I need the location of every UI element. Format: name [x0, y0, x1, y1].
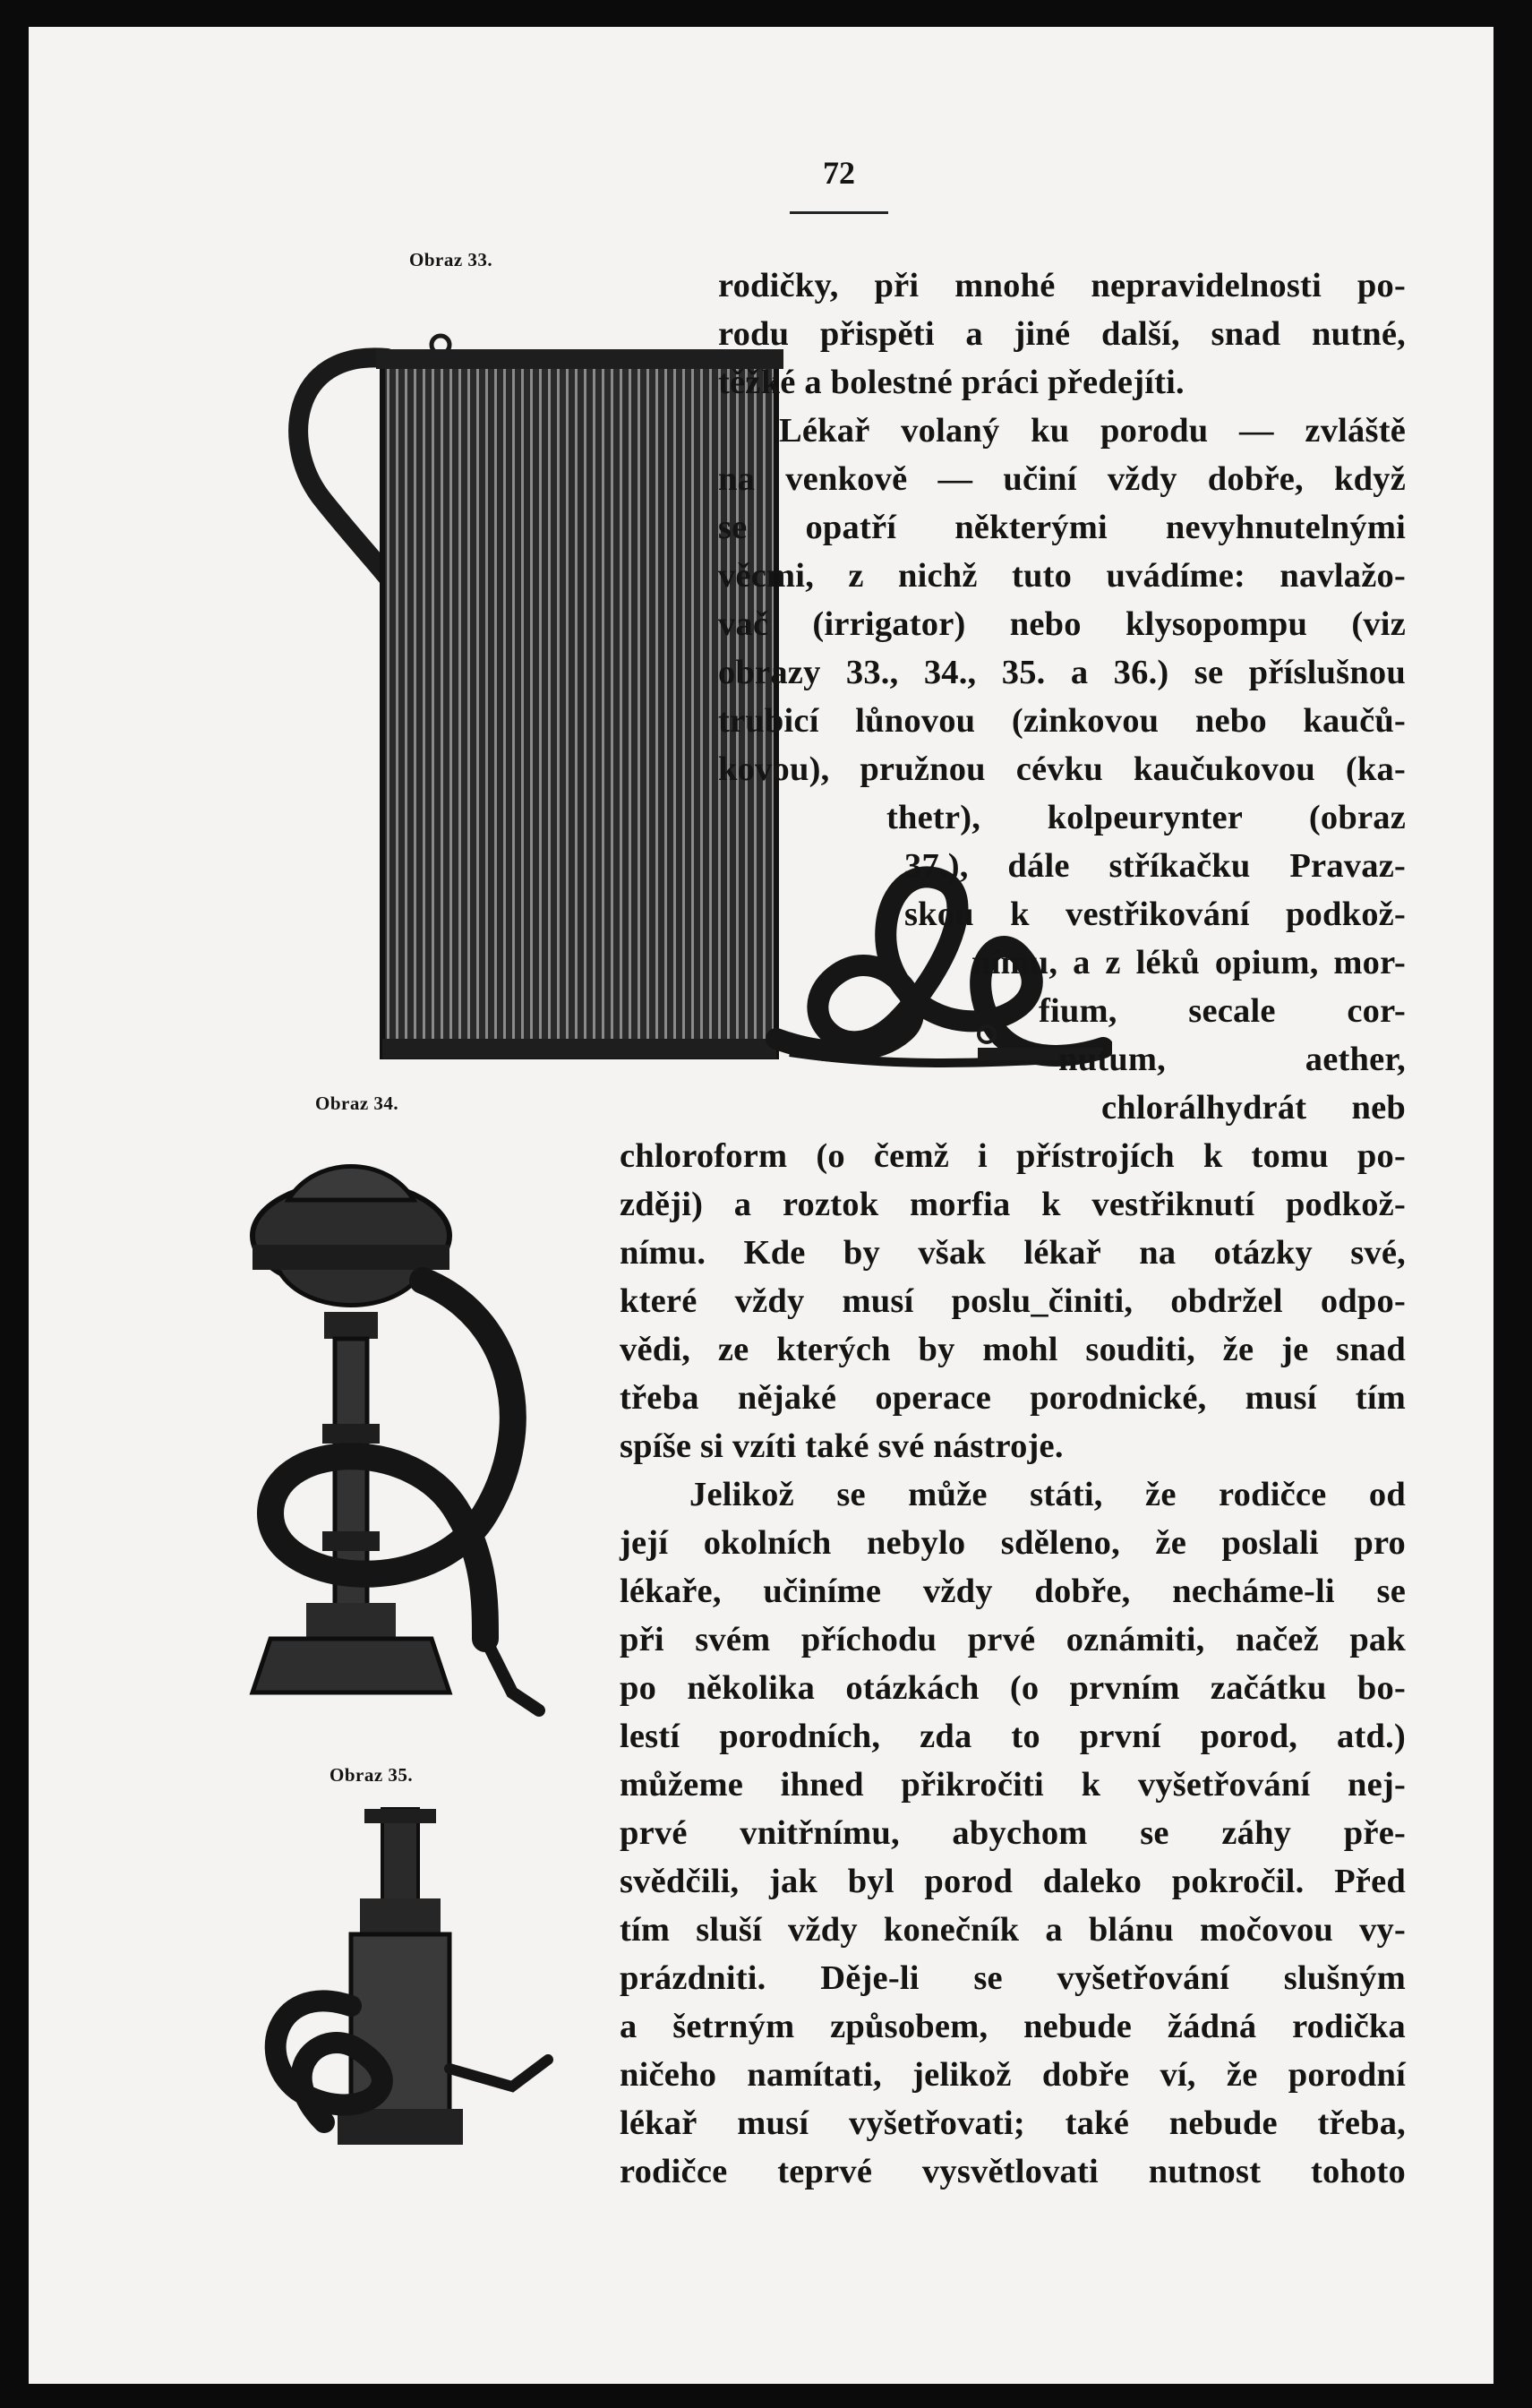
text-line: její okolních nebylo sděleno, že poslali pro: [620, 1524, 1406, 1562]
text-line: obrazy 33., 34., 35. a 36.) se příslušnou: [718, 654, 1406, 691]
text-line: svědčili, jak byl porod daleko pokročil. Před: [620, 1863, 1406, 1900]
text-line: nímu. Kde by však lékař na otázky své,: [620, 1234, 1406, 1272]
text-line: lestí porodních, zda to první porod, atd.): [620, 1718, 1406, 1755]
text-line: Lékař volaný ku porodu — zvláště: [779, 412, 1406, 450]
text-line: ničeho namítati, jelikož dobře ví, že porodní: [620, 2056, 1406, 2094]
text-line: po několika otázkách (o prvním začátku bo-: [620, 1669, 1406, 1707]
text-line: trubicí lůnovou (zinkovou nebo kaučů-: [718, 702, 1406, 740]
text-line: prázdniti. Děje-li se vyšetřování slušným: [620, 1959, 1406, 1997]
figure-34-caption: Obraz 34.: [315, 1093, 399, 1114]
text-line: můžeme ihned přikročiti k vyšetřování nej-: [620, 1766, 1406, 1804]
text-line: při svém příchodu prvé oznámiti, načež pak: [620, 1621, 1406, 1658]
text-line: kovou), pružnou cévku kaučukovou (ka-: [718, 750, 1406, 788]
text-line: chlorálhydrát neb: [1101, 1089, 1406, 1127]
text-line: rodu přispěti a jiné další, snad nutné,: [718, 315, 1406, 353]
text-line: lékaře, učiníme vždy dobře, necháme-li se: [620, 1572, 1406, 1610]
text-line: fium, secale cor-: [1039, 992, 1406, 1030]
text-line: lékař musí vyšetřovati; také nebude třeba,: [620, 2104, 1406, 2142]
text-line: rodičky, při mnohé nepravidelnosti po-: [718, 267, 1406, 304]
text-line: thetr), kolpeurynter (obraz: [886, 799, 1406, 836]
text-line: Jelikož se může státi, že rodičce od: [689, 1476, 1406, 1513]
book-page: [29, 27, 1493, 2384]
text-line: které vždy musí poslu_činiti, obdržel odpo-: [620, 1282, 1406, 1320]
text-line: 37.), dále stříkačku Pravaz-: [904, 847, 1406, 885]
text-line: tím sluší vždy konečník a blánu močovou vy-: [620, 1911, 1406, 1949]
klysopompa-pump-icon: [217, 1137, 575, 1746]
text-line: skou k vestřikování podkož-: [904, 896, 1406, 933]
text-line: na venkově — učiní vždy dobře, když: [718, 460, 1406, 498]
text-line: prvé vnitřnímu, abychom se záhy pře-: [620, 1814, 1406, 1852]
text-line: zději) a roztok morfia k vestřiknutí podkož-: [620, 1186, 1406, 1223]
page-number: 72: [790, 154, 888, 214]
text-line: nutum, aether,: [1058, 1041, 1406, 1078]
text-line: chloroform (o čemž i přístrojích k tomu po-: [620, 1137, 1406, 1175]
syringe-pump-icon: [252, 1800, 593, 2176]
text-line: spíše si vzíti také své nástroje.: [620, 1427, 1064, 1465]
text-line: nímu, a z léků opium, mor-: [971, 944, 1406, 981]
text-line: vědi, ze kterých by mohl souditi, že je snad: [620, 1331, 1406, 1368]
text-line: rodičce teprvé vysvětlovati nutnost tohoto: [620, 2153, 1406, 2190]
text-line: a šetrným způsobem, nebude žádná rodička: [620, 2008, 1406, 2045]
text-line: věcmi, z nichž tuto uvádíme: navlažo-: [718, 557, 1406, 595]
text-line: těžké a bolestné práci předejíti.: [718, 364, 1185, 401]
text-line: se opatří některými nevyhnutelnými: [718, 509, 1406, 546]
text-line: vač (irrigator) nebo klysopompu (viz: [718, 605, 1406, 643]
figure-33-caption: Obraz 33.: [409, 249, 493, 270]
figure-35-caption: Obraz 35.: [330, 1764, 414, 1786]
text-line: třeba nějaké operace porodnické, musí tím: [620, 1379, 1406, 1417]
